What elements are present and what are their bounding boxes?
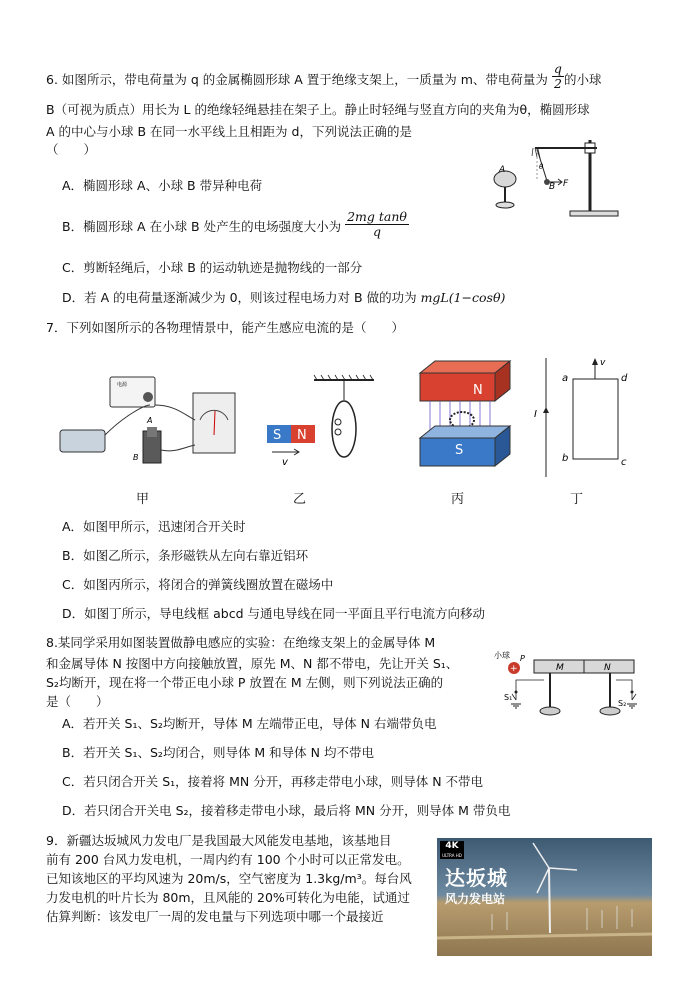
svg-text:S: S [455, 443, 464, 458]
q7-frame-abcd [573, 379, 618, 459]
q6-bracket: （ ） [46, 142, 97, 157]
svg-text:S: S [273, 428, 282, 443]
q7-option-d[interactable]: D．如图丁所示，导电线框 abcd 与通电导线在同一平面且平行电流方向移动 [62, 606, 485, 621]
q9-line1: 9．新疆达坂城风力发电厂是我国最大风能发电基地，该基地目 [46, 833, 392, 848]
q9-photo [437, 838, 652, 956]
q6-figure [485, 135, 630, 220]
q8-option-a[interactable]: A．若开关 S₁、S₂均断开，导体 M 左端带正电，导体 N 右端带负电 [62, 716, 437, 731]
q6-label-b: B [549, 182, 556, 192]
q6-line1: 6. 如图所示，带电荷量为 q 的金属椭圆形球 A 置于绝缘支架上，一质量为 m、带电荷量为 $\frac{q}{2}$ 的小球 [46, 61, 602, 91]
q7-label-i: I [534, 409, 537, 420]
svg-text:+: + [510, 664, 518, 674]
q8-line1: 8.某同学采用如图装置做静电感应的实验：在绝缘支架上的金属导体 M [46, 635, 436, 650]
q6-label-a: A [499, 165, 506, 175]
q8-switch-s2 [616, 680, 636, 700]
q7-option-c[interactable]: C．如图丙所示，将闭合的弹簧线圈放置在磁场中 [62, 577, 334, 592]
svg-text:小球: 小球 [494, 651, 510, 660]
q6-line2: B（可视为质点）用长为 L 的绝缘轻绳悬挂在架子上。静止时轻绳与竖直方向的夹角为θ，椭圆形球 [46, 102, 590, 117]
q7-caption-ding: 丁 [570, 492, 584, 507]
q6-option-d[interactable]: D．若 A 的电荷量逐渐减少为 0，则该过程电场力对 B 做的功为 mgL(1−cosθ) [62, 290, 506, 305]
q7-option-b[interactable]: B．如图乙所示，条形磁铁从左向右靠近铝环 [62, 548, 309, 563]
q9-line3: 已知该地区的平均风速为 20m/s，空气密度为 1.3kg/m³。每台风 [46, 871, 412, 886]
q9-line5: 估算判断：该发电厂一周的发电量与下列选项中哪一个最接近 [46, 909, 384, 924]
q6-option-b-fraction: $\frac{\text{2mg tanθ}}{q}$ [347, 209, 407, 239]
q9-photo-subtitle: 风力发电站 [445, 892, 506, 906]
q7-stem: 7．下列如图所示的各物理情景中，能产生感应电流的是（ ） [46, 320, 404, 335]
svg-text:N: N [473, 383, 483, 398]
q7-option-a[interactable]: A．如图甲所示，迅速闭合开关时 [62, 519, 246, 534]
q8-option-d[interactable]: D．若只闭合开关电 S₂，接着移走带电小球，最后将 MN 分开，则导体 M 带负电 [62, 803, 511, 818]
q9-line2: 前有 200 台风力发电机，一周内约有 100 个小时可以正常发电。 [46, 852, 410, 867]
q6-fraction: $\frac{q}{2}$ [553, 61, 562, 91]
q8-line2: 和金属导体 N 按图中方向接触放置，原先 M、N 都不带电，先让开关 S₁、 [46, 656, 459, 671]
q6-option-a[interactable]: A．椭圆形球 A、小球 B 带异种电荷 [62, 178, 263, 193]
q7-caption-jia: 甲 [136, 492, 150, 507]
q7-fig-jia [55, 375, 245, 475]
svg-text:S₂: S₂ [618, 699, 627, 708]
q7-label-v: v [282, 457, 288, 468]
q7-rheostat [60, 430, 105, 452]
q9-badge-4k: 4K ULTRA HD [440, 841, 464, 859]
svg-text:S₁: S₁ [504, 693, 513, 702]
svg-text:c: c [621, 457, 627, 468]
q8-label-n: N [604, 663, 611, 673]
q6-label-f: F [563, 179, 569, 189]
q7-caption-bing: 丙 [451, 492, 465, 507]
svg-text:b: b [562, 453, 569, 464]
q7-fig-ding [530, 355, 640, 480]
q7-aluminum-ring [332, 401, 356, 457]
q6-line3: A 的中心与小球 B 在同一水平线上且相距为 d，下列说法正确的是 [46, 124, 412, 139]
q6-label-theta: θ [539, 163, 544, 171]
q7-magnet-north [420, 373, 495, 401]
svg-text:P: P [520, 654, 525, 663]
q7-label-b: B [133, 453, 139, 462]
svg-text:电源: 电源 [117, 382, 128, 388]
q7-caption-yi: 乙 [293, 492, 307, 507]
q8-label-m: M [556, 663, 564, 673]
q6-option-c[interactable]: C．剪断轻绳后，小球 B 的运动轨迹是抛物线的一部分 [62, 260, 363, 275]
q7-label-a: A [147, 416, 153, 425]
q9-photo-title: 达坂城 [445, 866, 508, 890]
q7-fig-yi [262, 372, 382, 472]
q6-option-b[interactable]: B．椭圆形球 A 在小球 B 处产生的电场强度大小为 $\frac{\text{2mg tanθ}}{q}$ [62, 209, 407, 239]
svg-text:d: d [621, 373, 628, 384]
q8-option-b[interactable]: B．若开关 S₁、S₂均闭合，则导体 M 和导体 N 均不带电 [62, 745, 374, 760]
q9-line4: 力发电机的叶片长为 80m，且风能的 20%可转化为电能，试通过 [46, 890, 410, 905]
q6-base [570, 211, 618, 216]
svg-text:N: N [297, 428, 307, 443]
q7-fig-bing [415, 358, 515, 478]
q7-label-v2: v [600, 358, 606, 368]
q8-line3: S₂均断开，现在将一个带正电小球 P 放置在 M 左侧，则下列说法正确的 [46, 675, 444, 690]
q8-line4: 是（ ） [46, 694, 109, 709]
q8-option-c[interactable]: C．若只闭合开关 S₁，接着将 MN 分开，再移走带电小球，则导体 N 不带电 [62, 774, 484, 789]
q9-wind-turbines [437, 838, 652, 956]
q8-switch-s1 [512, 680, 544, 700]
svg-text:a: a [562, 373, 569, 384]
q8-figure [492, 648, 647, 723]
